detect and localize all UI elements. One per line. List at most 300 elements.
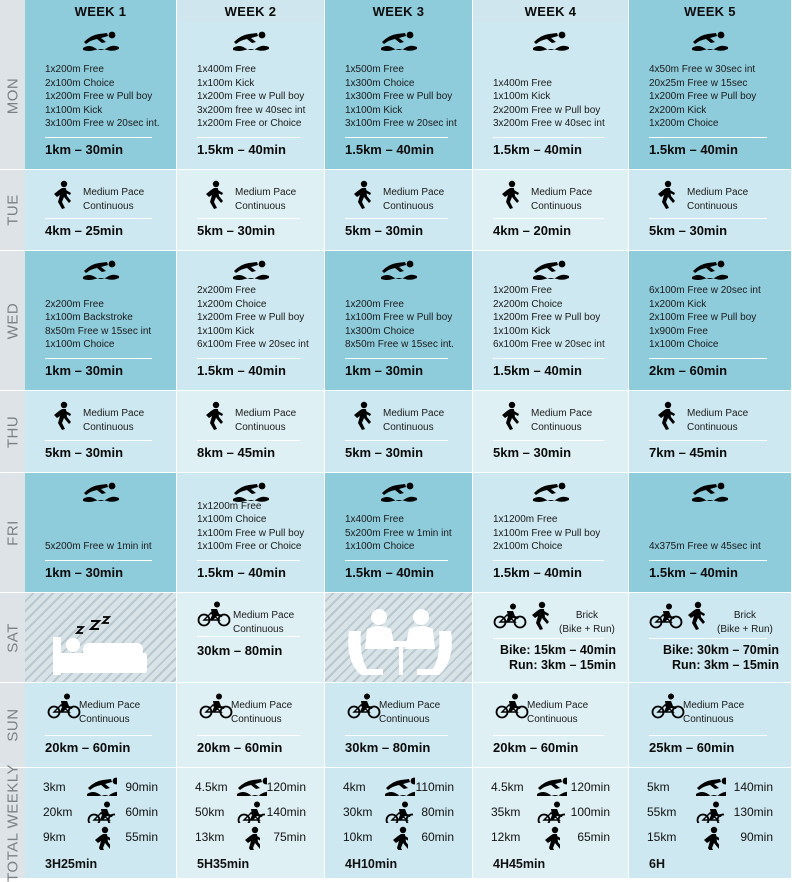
activity-icon-wrap bbox=[529, 601, 551, 636]
weekly-time: 140min bbox=[733, 780, 773, 794]
swim-set-line: 1x200m Free bbox=[493, 285, 552, 296]
weekly-time: 90min bbox=[125, 780, 158, 794]
pace-text: Medium Pace Continuous bbox=[83, 187, 145, 212]
divider bbox=[197, 218, 300, 219]
swim-set-line: 6x100m Free w 20sec int bbox=[197, 339, 309, 351]
divider bbox=[197, 440, 300, 441]
weekly-time: 65min bbox=[577, 830, 610, 844]
weekly-distance: 4.5km bbox=[491, 780, 524, 794]
session-total: 1km – 30min bbox=[345, 363, 424, 378]
weekly-swim-row bbox=[647, 776, 779, 798]
weekly-total-cell bbox=[325, 768, 473, 879]
weekly-grand-total: 4H10min bbox=[345, 857, 398, 871]
weekly-time: 75min bbox=[273, 830, 306, 844]
cyclist-icon bbox=[87, 801, 115, 823]
pace-text: Medium Pace Continuous bbox=[687, 187, 749, 212]
session-total: 5km – 30min bbox=[345, 223, 424, 238]
pace-text: Medium Pace Continuous bbox=[531, 408, 593, 433]
runner-icon bbox=[390, 826, 408, 850]
divider bbox=[649, 218, 767, 219]
swim-icon-wrap bbox=[235, 776, 267, 799]
swim-icon-wrap bbox=[231, 30, 271, 54]
pace-session-cell bbox=[177, 683, 325, 768]
cyclist-icon bbox=[493, 603, 527, 629]
activity-icon-wrap bbox=[51, 180, 73, 215]
weekly-time: 110min bbox=[415, 780, 454, 794]
swim-set-line: 1x300m Choice bbox=[345, 325, 415, 337]
weekly-grand-total: 6H bbox=[649, 857, 665, 871]
weekly-bike-row bbox=[195, 801, 312, 823]
rest-day-cell bbox=[325, 593, 473, 683]
runner-icon bbox=[92, 826, 110, 850]
run-icon-wrap bbox=[92, 826, 110, 853]
swim-set-line: 3x200m free w 40sec int bbox=[197, 104, 306, 116]
session-total: 5km – 30min bbox=[493, 445, 572, 460]
weekly-bike-row bbox=[343, 801, 460, 823]
swim-set-line: 3x100m Free w 20sec int bbox=[345, 118, 457, 130]
swim-set-list bbox=[345, 298, 458, 352]
weekly-time: 100min bbox=[570, 805, 610, 819]
runner-icon bbox=[542, 826, 560, 850]
swimmer-icon bbox=[690, 481, 730, 505]
swim-set-line: 1x1200m Free bbox=[493, 514, 558, 526]
swim-set-line: 1x100m Kick bbox=[493, 325, 551, 337]
runner-icon bbox=[529, 601, 551, 631]
weekly-distance: 12km bbox=[491, 830, 521, 844]
divider bbox=[345, 358, 448, 359]
session-total: 20km – 60min bbox=[197, 740, 283, 755]
pace-text: Medium Pace Continuous bbox=[235, 408, 297, 433]
swimmer-icon bbox=[690, 30, 730, 54]
swimmer-icon bbox=[690, 259, 730, 283]
swim-icon-wrap bbox=[531, 30, 571, 54]
session-total: 1.5km – 40min bbox=[649, 142, 738, 157]
swim-set-line: 1x100m Kick bbox=[493, 91, 551, 103]
divider bbox=[493, 638, 604, 639]
corner-blank bbox=[0, 0, 25, 22]
week-header: WEEK 2 bbox=[177, 0, 325, 22]
session-total: 8km – 45min bbox=[197, 445, 276, 460]
session-total: 2km – 60min bbox=[649, 363, 728, 378]
cyclist-icon bbox=[385, 801, 413, 823]
session-total: 1.5km – 40min bbox=[649, 565, 738, 580]
divider bbox=[493, 440, 604, 441]
swimmer-icon bbox=[81, 481, 121, 505]
swim-set-line: 1x100m Backstroke bbox=[45, 312, 133, 324]
swim-set-line: 1x900m Free bbox=[649, 325, 708, 337]
swim-set-list bbox=[45, 298, 162, 352]
cyclist-icon bbox=[696, 801, 724, 823]
swim-set-line: 2x100m Free w Pull boy bbox=[649, 312, 757, 324]
day-label: FRI bbox=[0, 473, 25, 593]
swim-set-line: 1x200m Free w Pull boy bbox=[45, 91, 153, 103]
swim-icon-wrap bbox=[379, 481, 419, 505]
swim-session-cell bbox=[629, 473, 792, 593]
divider bbox=[45, 358, 152, 359]
week-header: WEEK 4 bbox=[473, 0, 629, 22]
swim-set-line: 1x200m Free bbox=[345, 298, 404, 310]
swim-set-line: 1x400m Free bbox=[493, 77, 552, 89]
swimmer-icon bbox=[531, 481, 571, 505]
weekly-total-cell bbox=[177, 768, 325, 879]
session-total: 20km – 60min bbox=[45, 740, 131, 755]
run-icon-wrap bbox=[242, 826, 260, 853]
weekly-run-row bbox=[195, 826, 312, 848]
brick-text: Brick (Bike + Run) bbox=[559, 610, 615, 635]
activity-icon-wrap bbox=[655, 180, 677, 215]
pace-session-cell bbox=[473, 391, 629, 473]
swim-set-line: 1x100m Choice bbox=[649, 339, 719, 351]
pace-session-cell bbox=[325, 391, 473, 473]
cyclist-icon bbox=[495, 693, 529, 719]
pace-session-cell bbox=[325, 170, 473, 251]
session-total: 1km – 30min bbox=[45, 142, 124, 157]
cyclist-icon bbox=[237, 801, 265, 823]
divider bbox=[345, 440, 448, 441]
activity-icon-wrap bbox=[351, 401, 373, 436]
divider bbox=[649, 358, 767, 359]
swim-set-line: 1x300m Free w Pull boy bbox=[345, 91, 453, 103]
swim-session-cell bbox=[25, 251, 177, 391]
swim-session-cell bbox=[629, 251, 792, 391]
swim-set-line: 3x100m Free w 20sec int. bbox=[45, 118, 160, 130]
runner-icon bbox=[51, 180, 73, 210]
day-label: THU bbox=[0, 391, 25, 473]
swim-set-list bbox=[197, 284, 310, 352]
pace-text: Medium Pace Continuous bbox=[531, 187, 593, 212]
activity-icon-wrap bbox=[493, 603, 527, 634]
swim-icon-wrap bbox=[81, 30, 121, 54]
activity-icon-wrap bbox=[499, 180, 521, 215]
swim-set-line: 1x100m Kick bbox=[197, 325, 255, 337]
pace-session-cell bbox=[325, 683, 473, 768]
swim-icon-wrap bbox=[690, 259, 730, 283]
runner-icon bbox=[499, 401, 521, 431]
cyclist-icon bbox=[199, 693, 233, 719]
weekly-grand-total: 3H25min bbox=[45, 857, 98, 871]
weekly-distance: 13km bbox=[195, 830, 225, 844]
swim-icon-wrap bbox=[383, 776, 415, 799]
divider bbox=[345, 137, 448, 138]
swimmer-icon bbox=[694, 776, 726, 796]
bike-icon-wrap bbox=[385, 801, 413, 826]
divider bbox=[649, 735, 767, 736]
sleep-icon bbox=[47, 613, 147, 677]
swim-set-line: 3x200m Free w 40sec int bbox=[493, 118, 605, 130]
swim-set-line: 1x100m Kick bbox=[345, 104, 403, 116]
swim-set-list bbox=[493, 513, 614, 554]
weekly-swim-row bbox=[43, 776, 164, 798]
runner-icon bbox=[685, 601, 707, 631]
swimmer-icon bbox=[379, 30, 419, 54]
divider bbox=[493, 735, 604, 736]
pace-text: Medium Pace Continuous bbox=[231, 700, 293, 725]
weekly-time: 60min bbox=[421, 830, 454, 844]
pace-session-cell bbox=[177, 170, 325, 251]
run-icon-wrap bbox=[701, 826, 719, 853]
weekly-total-cell bbox=[629, 768, 792, 879]
weekly-distance: 5km bbox=[647, 780, 670, 794]
divider bbox=[45, 560, 152, 561]
pace-session-cell bbox=[629, 391, 792, 473]
swimmer-icon bbox=[535, 776, 567, 796]
bike-session-cell bbox=[177, 593, 325, 683]
divider bbox=[197, 560, 300, 561]
pace-text: Medium Pace Continuous bbox=[83, 408, 145, 433]
brick-session-cell bbox=[473, 593, 629, 683]
session-total: 1.5km – 40min bbox=[493, 363, 582, 378]
swimmer-icon bbox=[531, 30, 571, 54]
weekly-distance: 4.5km bbox=[195, 780, 228, 794]
pace-text: Medium Pace Continuous bbox=[379, 700, 441, 725]
swim-session-cell bbox=[177, 473, 325, 593]
divider bbox=[493, 137, 604, 138]
pace-session-cell bbox=[629, 170, 792, 251]
swim-set-line: 1x200m Kick bbox=[649, 298, 707, 310]
weekly-time: 55min bbox=[125, 830, 158, 844]
swim-set-line: 2x100m Choice bbox=[493, 541, 563, 553]
week-header: WEEK 1 bbox=[25, 0, 177, 22]
weekly-time: 120min bbox=[266, 780, 306, 794]
swim-set-line: 5x200m Free w 1min int bbox=[45, 541, 152, 553]
swim-icon-wrap bbox=[379, 259, 419, 283]
divider bbox=[197, 636, 300, 637]
swim-icon-wrap bbox=[531, 481, 571, 505]
swim-set-line: 1x500m Free bbox=[345, 64, 404, 75]
session-total: 25km – 60min bbox=[649, 740, 735, 755]
weekly-distance: 20km bbox=[43, 805, 73, 819]
swim-set-line: 1x200m Free w Pull boy bbox=[197, 312, 305, 324]
bike-icon-wrap bbox=[237, 801, 265, 826]
swim-set-line: 1x100m Choice bbox=[197, 514, 267, 526]
swim-set-list bbox=[493, 77, 614, 131]
swim-set-line: 2x100m Choice bbox=[45, 77, 115, 89]
swim-set-line: 1x300m Choice bbox=[345, 77, 415, 89]
swim-set-line: 2x200m Choice bbox=[493, 298, 563, 310]
bike-icon-wrap bbox=[87, 801, 115, 826]
swim-set-line: 1x200m Choice bbox=[649, 118, 719, 130]
session-total: 20km – 60min bbox=[493, 740, 579, 755]
divider bbox=[45, 735, 152, 736]
swim-set-line: 1x200m Free bbox=[45, 64, 104, 75]
session-total: 1.5km – 40min bbox=[197, 142, 286, 157]
weekly-grand-total: 5H35min bbox=[197, 857, 250, 871]
swimmer-icon bbox=[383, 776, 415, 796]
activity-icon-wrap bbox=[655, 401, 677, 436]
swim-set-line: 1x200m Free w Pull boy bbox=[197, 91, 305, 103]
swimmer-icon bbox=[379, 481, 419, 505]
activity-icon-wrap bbox=[47, 693, 81, 724]
swim-set-line: 6x100m Free w 20sec int bbox=[649, 285, 761, 296]
session-total: 1km – 30min bbox=[45, 565, 124, 580]
swim-set-line: 1x100m Free w Pull boy bbox=[493, 527, 601, 539]
swim-set-line: 1x100m Free w Pull boy bbox=[197, 527, 305, 539]
swim-set-list bbox=[493, 284, 614, 352]
day-label: MON bbox=[0, 22, 25, 170]
weekly-swim-row bbox=[343, 776, 460, 798]
weekly-total-cell bbox=[25, 768, 177, 879]
activity-icon-wrap bbox=[495, 693, 529, 724]
session-total: 1.5km – 40min bbox=[493, 565, 582, 580]
weekly-time: 130min bbox=[733, 805, 773, 819]
swim-set-line: 1x200m Free w Pull boy bbox=[493, 312, 601, 324]
day-label: TUE bbox=[0, 170, 25, 251]
pace-text: Medium Pace Continuous bbox=[383, 408, 445, 433]
session-total: 1km – 30min bbox=[45, 363, 124, 378]
swim-set-line: 1x100m Kick bbox=[45, 104, 103, 116]
cyclist-icon bbox=[347, 693, 381, 719]
weekly-distance: 30km bbox=[343, 805, 373, 819]
swim-session-cell bbox=[629, 22, 792, 170]
swimmer-icon bbox=[235, 776, 267, 796]
session-total: 1.5km – 40min bbox=[197, 565, 286, 580]
pace-session-cell bbox=[629, 683, 792, 768]
runner-icon bbox=[655, 180, 677, 210]
divider bbox=[649, 137, 767, 138]
activity-icon-wrap bbox=[347, 693, 381, 724]
swim-set-line: 1x100m Choice bbox=[345, 541, 415, 553]
activity-icon-wrap bbox=[499, 401, 521, 436]
divider bbox=[649, 440, 767, 441]
pace-text: Medium Pace Continuous bbox=[527, 700, 589, 725]
cyclist-icon bbox=[537, 801, 565, 823]
divider bbox=[45, 218, 152, 219]
swim-session-cell bbox=[473, 473, 629, 593]
swim-set-line: 4x50m Free w 30sec int bbox=[649, 64, 756, 75]
pace-text: Medium Pace Continuous bbox=[233, 610, 295, 635]
weekly-bike-row bbox=[43, 801, 164, 823]
swim-set-line: 2x200m Free bbox=[197, 285, 256, 296]
session-total: 1.5km – 40min bbox=[493, 142, 582, 157]
pace-session-cell bbox=[25, 170, 177, 251]
weekly-run-row bbox=[43, 826, 164, 848]
divider bbox=[345, 218, 448, 219]
session-total: 1.5km – 40min bbox=[345, 565, 434, 580]
swim-set-list bbox=[197, 500, 310, 554]
swim-set-line: 1x200m Free or Choice bbox=[197, 118, 302, 130]
brick-totals: Bike: 15km – 40min Run: 3km – 15min bbox=[499, 643, 616, 672]
swim-session-cell bbox=[473, 22, 629, 170]
swim-set-list bbox=[345, 63, 458, 131]
divider bbox=[345, 560, 448, 561]
divider bbox=[197, 735, 300, 736]
session-total: 30km – 80min bbox=[345, 740, 431, 755]
runner-icon bbox=[351, 180, 373, 210]
social-meal-icon bbox=[339, 601, 459, 681]
swim-set-line: 6x100m Free w 20sec int bbox=[493, 339, 605, 351]
divider bbox=[649, 638, 767, 639]
pace-session-cell bbox=[25, 683, 177, 768]
swimmer-icon bbox=[231, 259, 271, 283]
weekly-distance: 15km bbox=[647, 830, 677, 844]
swim-set-list bbox=[197, 63, 310, 131]
divider bbox=[197, 358, 300, 359]
swimmer-icon bbox=[531, 259, 571, 283]
runner-icon bbox=[499, 180, 521, 210]
swim-set-line: 5x200m Free w 1min int bbox=[345, 527, 452, 539]
swim-session-cell bbox=[25, 473, 177, 593]
swim-session-cell bbox=[473, 251, 629, 391]
swim-set-list bbox=[345, 513, 458, 554]
pace-text: Medium Pace Continuous bbox=[79, 700, 141, 725]
rest-day-cell bbox=[25, 593, 177, 683]
weekly-distance: 55km bbox=[647, 805, 677, 819]
runner-icon bbox=[242, 826, 260, 850]
week-header: WEEK 3 bbox=[325, 0, 473, 22]
pace-text: Medium Pace Continuous bbox=[687, 408, 749, 433]
divider bbox=[45, 440, 152, 441]
swim-set-list bbox=[649, 540, 777, 554]
swim-set-list bbox=[45, 540, 162, 554]
swim-session-cell bbox=[325, 251, 473, 391]
bike-icon-wrap bbox=[696, 801, 724, 826]
swim-icon-wrap bbox=[535, 776, 567, 799]
activity-icon-wrap bbox=[685, 601, 707, 636]
runner-icon bbox=[203, 401, 225, 431]
swimmer-icon bbox=[379, 259, 419, 283]
weekly-distance: 3km bbox=[43, 780, 66, 794]
swim-set-line: 1x100m Free or Choice bbox=[197, 541, 302, 553]
swim-session-cell bbox=[177, 251, 325, 391]
day-label: SAT bbox=[0, 593, 25, 683]
weekly-distance: 9km bbox=[43, 830, 66, 844]
divider bbox=[45, 137, 152, 138]
swim-set-line: 8x50m Free w 15sec int bbox=[45, 325, 152, 337]
swim-set-line: 4x375m Free w 45sec int bbox=[649, 541, 761, 553]
swim-set-line: 2x200m Free bbox=[45, 298, 104, 310]
runner-icon bbox=[203, 180, 225, 210]
weekly-distance: 50km bbox=[195, 805, 225, 819]
swim-icon-wrap bbox=[81, 259, 121, 283]
weekly-time: 120min bbox=[570, 780, 610, 794]
pace-session-cell bbox=[25, 391, 177, 473]
weekly-bike-row bbox=[491, 801, 616, 823]
weekly-run-row bbox=[647, 826, 779, 848]
weekly-bike-row bbox=[647, 801, 779, 823]
activity-icon-wrap bbox=[203, 180, 225, 215]
session-total: 30km – 80min bbox=[197, 643, 283, 658]
swim-icon-wrap bbox=[379, 30, 419, 54]
weekly-swim-row bbox=[491, 776, 616, 798]
brick-session-cell bbox=[629, 593, 792, 683]
swim-session-cell bbox=[325, 22, 473, 170]
weekly-time: 60min bbox=[125, 805, 158, 819]
weekly-time: 140min bbox=[266, 805, 306, 819]
cyclist-icon bbox=[197, 601, 231, 627]
brick-totals: Bike: 30km – 70min Run: 3km – 15min bbox=[662, 643, 779, 672]
brick-text: Brick (Bike + Run) bbox=[717, 610, 773, 635]
swim-set-line: 1x100m Kick bbox=[197, 77, 255, 89]
session-total: 5km – 30min bbox=[345, 445, 424, 460]
pace-text: Medium Pace Continuous bbox=[235, 187, 297, 212]
swim-set-line: 1x1200m Free bbox=[197, 500, 262, 512]
session-total: 5km – 30min bbox=[649, 223, 728, 238]
weekly-distance: 10km bbox=[343, 830, 373, 844]
day-label: TOTAL WEEKLY bbox=[0, 768, 25, 879]
activity-icon-wrap bbox=[649, 603, 683, 634]
swim-icon-wrap bbox=[694, 776, 726, 799]
run-icon-wrap bbox=[390, 826, 408, 853]
swim-icon-wrap bbox=[690, 30, 730, 54]
divider bbox=[197, 137, 300, 138]
swim-set-line: 8x50m Free w 15sec int. bbox=[345, 339, 454, 351]
session-total: 5km – 30min bbox=[197, 223, 276, 238]
pace-session-cell bbox=[177, 391, 325, 473]
swim-set-list bbox=[45, 63, 162, 131]
divider bbox=[493, 358, 604, 359]
swim-set-list bbox=[649, 63, 777, 131]
divider bbox=[345, 735, 448, 736]
